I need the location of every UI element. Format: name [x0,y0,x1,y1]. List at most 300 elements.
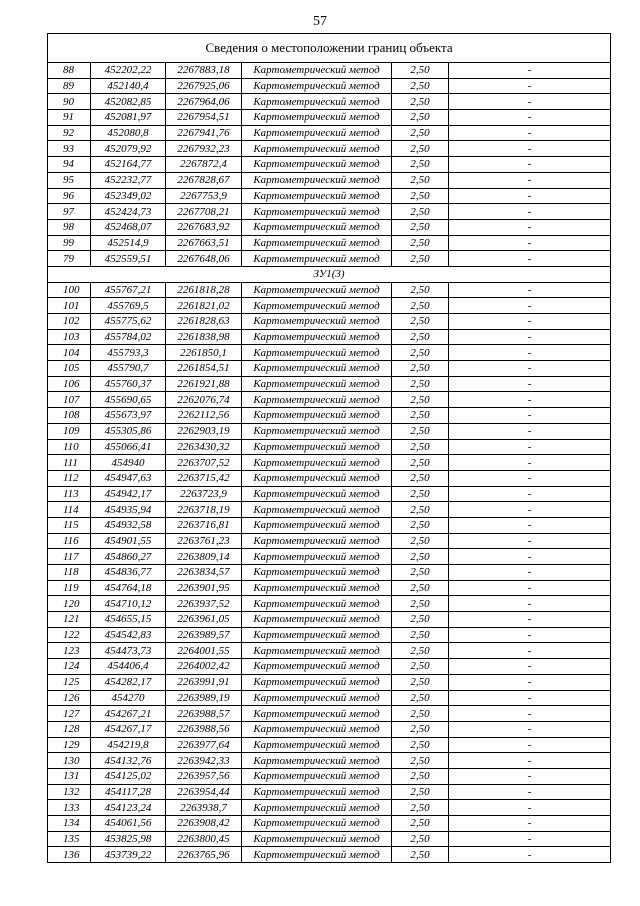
cell-accuracy: 2,50 [392,141,449,157]
table-row [48,706,611,722]
cell-method: Картометрический метод [242,580,392,596]
cell-method: Картометрический метод [242,690,392,706]
table-row [48,753,611,769]
cell-description: - [449,110,611,126]
cell-point-number: 128 [48,721,91,737]
cell-description: - [449,423,611,439]
table-row [48,816,611,832]
cell-y-coordinate: 2263716,81 [166,517,242,533]
cell-y-coordinate: 2267872,4 [166,157,242,173]
cell-y-coordinate: 2263908,42 [166,816,242,832]
cell-accuracy: 2,50 [392,314,449,330]
cell-description: - [449,298,611,314]
cell-method: Картометрический метод [242,659,392,675]
table-row [48,533,611,549]
boundary-coordinates-table [47,33,611,863]
cell-x-coordinate: 452081,97 [91,110,166,126]
cell-description: - [449,219,611,235]
cell-x-coordinate: 452514,9 [91,235,166,251]
cell-method: Картометрический метод [242,361,392,377]
cell-method: Картометрический метод [242,204,392,220]
cell-y-coordinate: 2261828,63 [166,314,242,330]
cell-accuracy: 2,50 [392,470,449,486]
cell-accuracy: 2,50 [392,674,449,690]
cell-x-coordinate: 455066,41 [91,439,166,455]
table-row [48,204,611,220]
cell-point-number: 96 [48,188,91,204]
cell-y-coordinate: 2263723,9 [166,486,242,502]
cell-description: - [449,361,611,377]
cell-accuracy: 2,50 [392,706,449,722]
cell-accuracy: 2,50 [392,219,449,235]
table-row [48,721,611,737]
table-row [48,800,611,816]
cell-point-number: 98 [48,219,91,235]
cell-point-number: 120 [48,596,91,612]
cell-x-coordinate: 453825,98 [91,831,166,847]
cell-x-coordinate: 454655,15 [91,612,166,628]
cell-accuracy: 2,50 [392,345,449,361]
cell-y-coordinate: 2263991,91 [166,674,242,690]
cell-description: - [449,674,611,690]
cell-point-number: 127 [48,706,91,722]
cell-y-coordinate: 2263989,57 [166,627,242,643]
cell-x-coordinate: 454061,56 [91,816,166,832]
table-row [48,580,611,596]
table-row [48,768,611,784]
cell-point-number: 124 [48,659,91,675]
cell-accuracy: 2,50 [392,800,449,816]
cell-description: - [449,408,611,424]
cell-x-coordinate: 455760,37 [91,376,166,392]
cell-x-coordinate: 454117,28 [91,784,166,800]
cell-x-coordinate: 454282,17 [91,674,166,690]
cell-accuracy: 2,50 [392,392,449,408]
cell-method: Картометрический метод [242,784,392,800]
cell-point-number: 129 [48,737,91,753]
cell-accuracy: 2,50 [392,784,449,800]
cell-y-coordinate: 2267964,06 [166,94,242,110]
cell-x-coordinate: 454836,77 [91,565,166,581]
cell-y-coordinate: 2263715,42 [166,470,242,486]
cell-method: Картометрический метод [242,816,392,832]
cell-point-number: 94 [48,157,91,173]
cell-y-coordinate: 2267941,76 [166,125,242,141]
cell-method: Картометрический метод [242,408,392,424]
cell-method: Картометрический метод [242,565,392,581]
cell-point-number: 90 [48,94,91,110]
cell-description: - [449,172,611,188]
cell-description: - [449,706,611,722]
cell-x-coordinate: 452232,77 [91,172,166,188]
cell-point-number: 116 [48,533,91,549]
cell-point-number: 103 [48,329,91,345]
table-row [48,329,611,345]
cell-y-coordinate: 2263765,96 [166,847,242,863]
cell-x-coordinate: 454942,17 [91,486,166,502]
cell-accuracy: 2,50 [392,549,449,565]
cell-point-number: 93 [48,141,91,157]
cell-x-coordinate: 455305,86 [91,423,166,439]
cell-description: - [449,737,611,753]
cell-point-number: 132 [48,784,91,800]
cell-method: Картометрический метод [242,188,392,204]
cell-x-coordinate: 455784,02 [91,329,166,345]
cell-method: Картометрический метод [242,392,392,408]
cell-method: Картометрический метод [242,627,392,643]
cell-accuracy: 2,50 [392,768,449,784]
cell-description: - [449,78,611,94]
cell-accuracy: 2,50 [392,282,449,298]
cell-method: Картометрический метод [242,612,392,628]
cell-accuracy: 2,50 [392,565,449,581]
cell-y-coordinate: 2267932,23 [166,141,242,157]
cell-accuracy: 2,50 [392,361,449,377]
cell-description: - [449,188,611,204]
cell-accuracy: 2,50 [392,533,449,549]
cell-x-coordinate: 452079,92 [91,141,166,157]
cell-x-coordinate: 452424,73 [91,204,166,220]
cell-point-number: 105 [48,361,91,377]
cell-y-coordinate: 2267954,51 [166,110,242,126]
cell-method: Картометрический метод [242,674,392,690]
cell-point-number: 106 [48,376,91,392]
cell-point-number: 130 [48,753,91,769]
cell-y-coordinate: 2263430,32 [166,439,242,455]
table-row [48,627,611,643]
table-title-row [48,34,611,63]
section-header-row [48,266,611,282]
cell-method: Картометрический метод [242,549,392,565]
cell-description: - [449,784,611,800]
cell-method: Картометрический метод [242,470,392,486]
cell-description: - [449,643,611,659]
table-row [48,486,611,502]
cell-accuracy: 2,50 [392,721,449,737]
table-row [48,235,611,251]
cell-description: - [449,94,611,110]
cell-method: Картометрический метод [242,721,392,737]
cell-description: - [449,329,611,345]
cell-y-coordinate: 2267708,21 [166,204,242,220]
cell-point-number: 121 [48,612,91,628]
cell-y-coordinate: 2261854,51 [166,361,242,377]
table-row [48,188,611,204]
cell-point-number: 135 [48,831,91,847]
cell-accuracy: 2,50 [392,298,449,314]
cell-method: Картометрический метод [242,439,392,455]
cell-point-number: 122 [48,627,91,643]
cell-description: - [449,831,611,847]
cell-y-coordinate: 2263809,14 [166,549,242,565]
cell-y-coordinate: 2263988,56 [166,721,242,737]
cell-accuracy: 2,50 [392,251,449,267]
cell-x-coordinate: 454270 [91,690,166,706]
cell-method: Картометрический метод [242,314,392,330]
cell-method: Картометрический метод [242,753,392,769]
table-row [48,423,611,439]
table-row [48,596,611,612]
cell-description: - [449,204,611,220]
cell-accuracy: 2,50 [392,627,449,643]
table-row [48,172,611,188]
cell-accuracy: 2,50 [392,596,449,612]
cell-accuracy: 2,50 [392,63,449,79]
cell-point-number: 101 [48,298,91,314]
cell-y-coordinate: 2263761,23 [166,533,242,549]
cell-method: Картометрический метод [242,219,392,235]
cell-method: Картометрический метод [242,502,392,518]
cell-accuracy: 2,50 [392,408,449,424]
cell-point-number: 136 [48,847,91,863]
table-row [48,784,611,800]
cell-accuracy: 2,50 [392,423,449,439]
cell-y-coordinate: 2264001,55 [166,643,242,659]
cell-method: Картометрический метод [242,376,392,392]
cell-accuracy: 2,50 [392,455,449,471]
cell-description: - [449,533,611,549]
cell-description: - [449,251,611,267]
cell-method: Картометрический метод [242,282,392,298]
cell-accuracy: 2,50 [392,847,449,863]
cell-accuracy: 2,50 [392,643,449,659]
table-row [48,125,611,141]
cell-x-coordinate: 454125,02 [91,768,166,784]
table-row [48,439,611,455]
cell-x-coordinate: 453739,22 [91,847,166,863]
cell-x-coordinate: 454764,18 [91,580,166,596]
cell-point-number: 125 [48,674,91,690]
cell-method: Картометрический метод [242,831,392,847]
cell-accuracy: 2,50 [392,376,449,392]
table-row [48,643,611,659]
cell-description: - [449,659,611,675]
cell-point-number: 111 [48,455,91,471]
cell-description: - [449,753,611,769]
table-row [48,847,611,863]
cell-point-number: 91 [48,110,91,126]
cell-x-coordinate: 455793,3 [91,345,166,361]
table-row [48,690,611,706]
cell-method: Картометрический метод [242,172,392,188]
cell-description: - [449,392,611,408]
table-row [48,345,611,361]
cell-description: - [449,502,611,518]
cell-point-number: 99 [48,235,91,251]
cell-description: - [449,596,611,612]
cell-point-number: 104 [48,345,91,361]
cell-method: Картометрический метод [242,110,392,126]
cell-accuracy: 2,50 [392,753,449,769]
cell-x-coordinate: 454267,21 [91,706,166,722]
cell-method: Картометрический метод [242,423,392,439]
cell-x-coordinate: 455790,7 [91,361,166,377]
cell-point-number: 88 [48,63,91,79]
cell-description: - [449,439,611,455]
cell-y-coordinate: 2264002,42 [166,659,242,675]
cell-x-coordinate: 455769,5 [91,298,166,314]
cell-point-number: 123 [48,643,91,659]
cell-method: Картометрический метод [242,517,392,533]
cell-description: - [449,721,611,737]
cell-method: Картометрический метод [242,251,392,267]
table-row [48,219,611,235]
cell-point-number: 113 [48,486,91,502]
cell-y-coordinate: 2261850,1 [166,345,242,361]
cell-accuracy: 2,50 [392,235,449,251]
cell-point-number: 110 [48,439,91,455]
cell-y-coordinate: 2263937,52 [166,596,242,612]
cell-point-number: 89 [48,78,91,94]
cell-y-coordinate: 2267753,9 [166,188,242,204]
cell-method: Картометрический метод [242,768,392,784]
cell-method: Картометрический метод [242,643,392,659]
cell-y-coordinate: 2267683,92 [166,219,242,235]
cell-description: - [449,63,611,79]
cell-method: Картометрический метод [242,94,392,110]
cell-accuracy: 2,50 [392,580,449,596]
cell-y-coordinate: 2267648,06 [166,251,242,267]
cell-x-coordinate: 454935,94 [91,502,166,518]
table-row [48,831,611,847]
cell-accuracy: 2,50 [392,204,449,220]
cell-method: Картометрический метод [242,737,392,753]
cell-method: Картометрический метод [242,298,392,314]
cell-x-coordinate: 454132,76 [91,753,166,769]
cell-x-coordinate: 454267,17 [91,721,166,737]
section-label: ЗУ1(3) [48,266,611,282]
cell-method: Картометрический метод [242,533,392,549]
cell-accuracy: 2,50 [392,486,449,502]
table-row [48,157,611,173]
cell-x-coordinate: 455767,21 [91,282,166,298]
cell-method: Картометрический метод [242,141,392,157]
table-row [48,737,611,753]
cell-x-coordinate: 454940 [91,455,166,471]
cell-method: Картометрический метод [242,596,392,612]
cell-x-coordinate: 452202,22 [91,63,166,79]
cell-point-number: 95 [48,172,91,188]
cell-accuracy: 2,50 [392,78,449,94]
cell-y-coordinate: 2267883,18 [166,63,242,79]
cell-description: - [449,282,611,298]
cell-description: - [449,141,611,157]
table-row [48,659,611,675]
cell-x-coordinate: 455775,62 [91,314,166,330]
cell-accuracy: 2,50 [392,172,449,188]
table-row [48,674,611,690]
cell-method: Картометрический метод [242,706,392,722]
table-row [48,251,611,267]
cell-point-number: 118 [48,565,91,581]
table-row [48,612,611,628]
cell-point-number: 97 [48,204,91,220]
cell-y-coordinate: 2263954,44 [166,784,242,800]
cell-x-coordinate: 454710,12 [91,596,166,612]
cell-x-coordinate: 452468,07 [91,219,166,235]
cell-x-coordinate: 454542,83 [91,627,166,643]
cell-method: Картометрический метод [242,63,392,79]
cell-x-coordinate: 455690,65 [91,392,166,408]
cell-y-coordinate: 2263938,7 [166,800,242,816]
cell-accuracy: 2,50 [392,612,449,628]
cell-x-coordinate: 452164,77 [91,157,166,173]
cell-description: - [449,486,611,502]
cell-y-coordinate: 2263834,57 [166,565,242,581]
table-row [48,141,611,157]
cell-y-coordinate: 2267828,67 [166,172,242,188]
cell-point-number: 92 [48,125,91,141]
cell-accuracy: 2,50 [392,157,449,173]
table-row [48,94,611,110]
table-row [48,78,611,94]
cell-description: - [449,816,611,832]
cell-description: - [449,768,611,784]
cell-description: - [449,517,611,533]
cell-method: Картометрический метод [242,78,392,94]
cell-x-coordinate: 454123,24 [91,800,166,816]
cell-y-coordinate: 2263800,45 [166,831,242,847]
cell-description: - [449,455,611,471]
cell-method: Картометрический метод [242,847,392,863]
cell-method: Картометрический метод [242,800,392,816]
cell-y-coordinate: 2262076,74 [166,392,242,408]
cell-accuracy: 2,50 [392,816,449,832]
cell-y-coordinate: 2262112,56 [166,408,242,424]
cell-x-coordinate: 455673,97 [91,408,166,424]
table-row [48,110,611,126]
cell-accuracy: 2,50 [392,737,449,753]
cell-y-coordinate: 2261921,88 [166,376,242,392]
cell-point-number: 100 [48,282,91,298]
table-row [48,282,611,298]
cell-description: - [449,470,611,486]
cell-description: - [449,847,611,863]
cell-point-number: 126 [48,690,91,706]
table-row [48,392,611,408]
cell-x-coordinate: 454406,4 [91,659,166,675]
cell-point-number: 117 [48,549,91,565]
cell-y-coordinate: 2261818,28 [166,282,242,298]
cell-x-coordinate: 454473,73 [91,643,166,659]
cell-accuracy: 2,50 [392,94,449,110]
cell-x-coordinate: 454901,55 [91,533,166,549]
cell-method: Картометрический метод [242,125,392,141]
cell-point-number: 109 [48,423,91,439]
cell-method: Картометрический метод [242,157,392,173]
cell-description: - [449,565,611,581]
cell-accuracy: 2,50 [392,125,449,141]
cell-point-number: 131 [48,768,91,784]
cell-description: - [449,800,611,816]
cell-description: - [449,345,611,361]
cell-y-coordinate: 2267663,51 [166,235,242,251]
cell-accuracy: 2,50 [392,517,449,533]
table-row [48,470,611,486]
cell-y-coordinate: 2263901,95 [166,580,242,596]
cell-accuracy: 2,50 [392,831,449,847]
table-row [48,408,611,424]
cell-description: - [449,627,611,643]
cell-accuracy: 2,50 [392,439,449,455]
cell-x-coordinate: 452349,02 [91,188,166,204]
cell-description: - [449,125,611,141]
cell-method: Картометрический метод [242,345,392,361]
cell-y-coordinate: 2263707,52 [166,455,242,471]
table-row [48,361,611,377]
cell-point-number: 79 [48,251,91,267]
cell-point-number: 112 [48,470,91,486]
